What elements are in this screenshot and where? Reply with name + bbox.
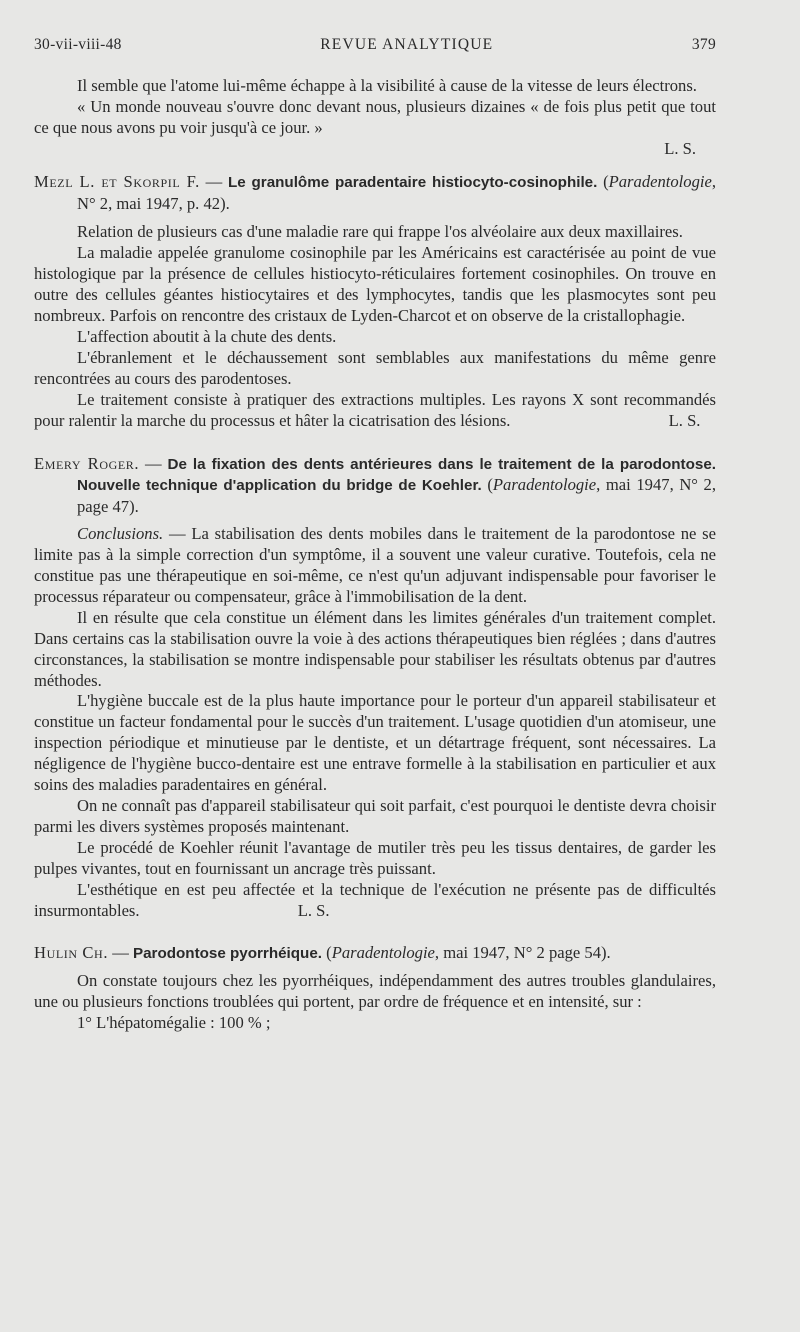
spacer (34, 160, 716, 172)
list-item: 1° L'hépatomégalie : 100 % ; (77, 1013, 271, 1033)
article-heading: Mezl L. et Skorpil F. — Le granulôme paradentaire histiocyto-cosinophile. (Paradentologie, N° 2, mai 1947, p. 42). (34, 171, 717, 213)
paragraph: Il semble que l'atome lui-même échappe à la visibilité à cause de la vitesse de leurs électrons. (77, 76, 697, 95)
signature: L. S. (668, 410, 701, 430)
signature: L. S. (297, 900, 330, 920)
article-title: De la fixation des dents antérieures dans le traitement de la parodontose. Nouvelle technique d'application du bridge de Koehler. (77, 455, 717, 495)
article-emery (34, 454, 716, 922)
page-body (34, 76, 716, 1034)
paragraph: Le traitement consiste à pratiquer des extractions multiples. Les rayons X sont recommandés pour ralentir la marche du processus et hâter la cicatrisation des lésions. L. S. (34, 389, 716, 430)
paragraph: Relation de plusieurs cas d'une maladie rare qui frappe l'os alvéolaire aux deux maxillaires. (77, 222, 683, 242)
paragraph: La maladie appelée granulome cosinophile par les Américains est caractérisée au point de vue histologique par la présence de cellules histiocyto-réticulaires fortement cosinophiles. On trouve en outre des cellules géantes histiocytaires et des lymphocytes, tandis que les plasmocytes sont peu nombreux. Parfois on rencontre des cristaux de Lyden-Charcot et on observe de la cristallophagie. (34, 243, 716, 326)
reference: , mai 1947, N° 2, page 47). (77, 475, 716, 517)
reference: , mai 1947, N° 2 page 54). (434, 943, 611, 963)
quotation: « Un monde nouveau s'ouvre donc devant nous, plusieurs dizaines « de fois plus petit que tout ce que nous avons pu voir jusqu'à ce jour. » (34, 96, 716, 137)
signature: L. S. (664, 138, 696, 158)
article-heading: Hulin Ch. — Parodontose pyorrhéique. (Paradentologie, mai 1947, N° 2 page 54). (34, 943, 611, 963)
conclusions-label: Conclusions. (77, 524, 164, 544)
article-mezl (34, 172, 716, 432)
spacer (34, 214, 716, 222)
article-authors: Mezl L. et Skorpil F. (34, 171, 200, 191)
journal-name: Paradentologie (331, 943, 435, 963)
article-author: Hulin Ch. (34, 943, 109, 963)
intro-section (34, 76, 716, 160)
article-title: Le granulôme paradentaire histiocyto-cosinophile. (227, 173, 598, 191)
paragraph: L'ébranlement et le déchaussement sont semblables aux manifestations du même genre rencontrées au cours des parodentoses. (34, 347, 716, 388)
reference: , N° 2, mai 1947, p. 42). (77, 171, 717, 213)
paragraph: L'affection aboutit à la chute des dents. (77, 326, 337, 346)
journal-name: Paradentologie (492, 475, 597, 495)
page-header (34, 36, 716, 54)
paragraph: L'esthétique en est peu affectée et la technique de l'exécution ne présente pas de difficultés insurmontables. L. S. (34, 879, 716, 920)
conclusions-paragraph: Conclusions. — La stabilisation des dents mobiles dans le traitement de la parodontose ne se limite pas à la simple correction d'un symptôme, il a souvent une valeur curative. Toutefois, cela ne constitue pas une thérapeutique en soi-même, ce n'est qu'un adjuvant indispensable pour favoriser le processus réparateur ou compensateur, grâce à l'immobilisation de la dent. (34, 524, 716, 606)
running-title: REVUE ANALYTIQUE (320, 36, 494, 53)
spacer (34, 921, 716, 943)
spacer (34, 432, 716, 454)
paragraph: L'hygiène buccale est de la plus haute importance pour le porteur d'un appareil stabilisateur et constitue un facteur fondamental pour le succès d'un traitement. L'usage quotidien d'un atomiseur, une inspection périodique et minutieuse par le dentiste, et un détartrage fréquent, sont nécessaires. La négligence de l'hygiène bucco-dentaire est une entrave formelle à la stabilisation en particulier et aux soins des maladies paradentaires en général. (34, 691, 716, 795)
paragraph: Le procédé de Koehler réunit l'avantage de mutiler très peu les tissus dentaires, de garder les pulpes vivantes, tout en fournissant un ancrage très puissant. (34, 837, 716, 878)
page-number: 379 (691, 36, 716, 53)
journal-name: Paradentologie (608, 171, 712, 191)
paragraph: On constate toujours chez les pyorrhéiques, indépendamment des autres troubles glandulaires, une ou plusieurs fonctions troublées qui portent, par ordre de fréquence et en intensité, sur : (34, 971, 716, 1012)
article-title: Parodontose pyorrhéique. (132, 945, 322, 963)
paragraph: On ne connaît pas d'appareil stabilisateur qui soit parfait, c'est pourquoi le dentiste devra choisir parmi les divers systèmes proposés maintenant. (34, 796, 716, 836)
article-author: Emery Roger. (34, 453, 140, 473)
issue-date: 30-vii-viii-48 (34, 36, 122, 53)
article-hulin (34, 943, 716, 1034)
article-heading: Emery Roger. — De la fixation des dents antérieures dans le traitement de la parodontose. Nouvelle technique d'application du bridge de Koehler. (Paradentologie, mai 1947, N° 2, page 47). (34, 453, 717, 517)
paragraph: Il en résulte que cela constitue un élément dans les limites générales d'un traitement complet. Dans certains cas la stabilisation ouvre la voie à des actions thérapeutiques bien réglées ; dans d'autres circonstances, la stabilisation se montre indispensable pour stabiliser les résultats obtenus par d'autres méthodes. (34, 607, 716, 690)
